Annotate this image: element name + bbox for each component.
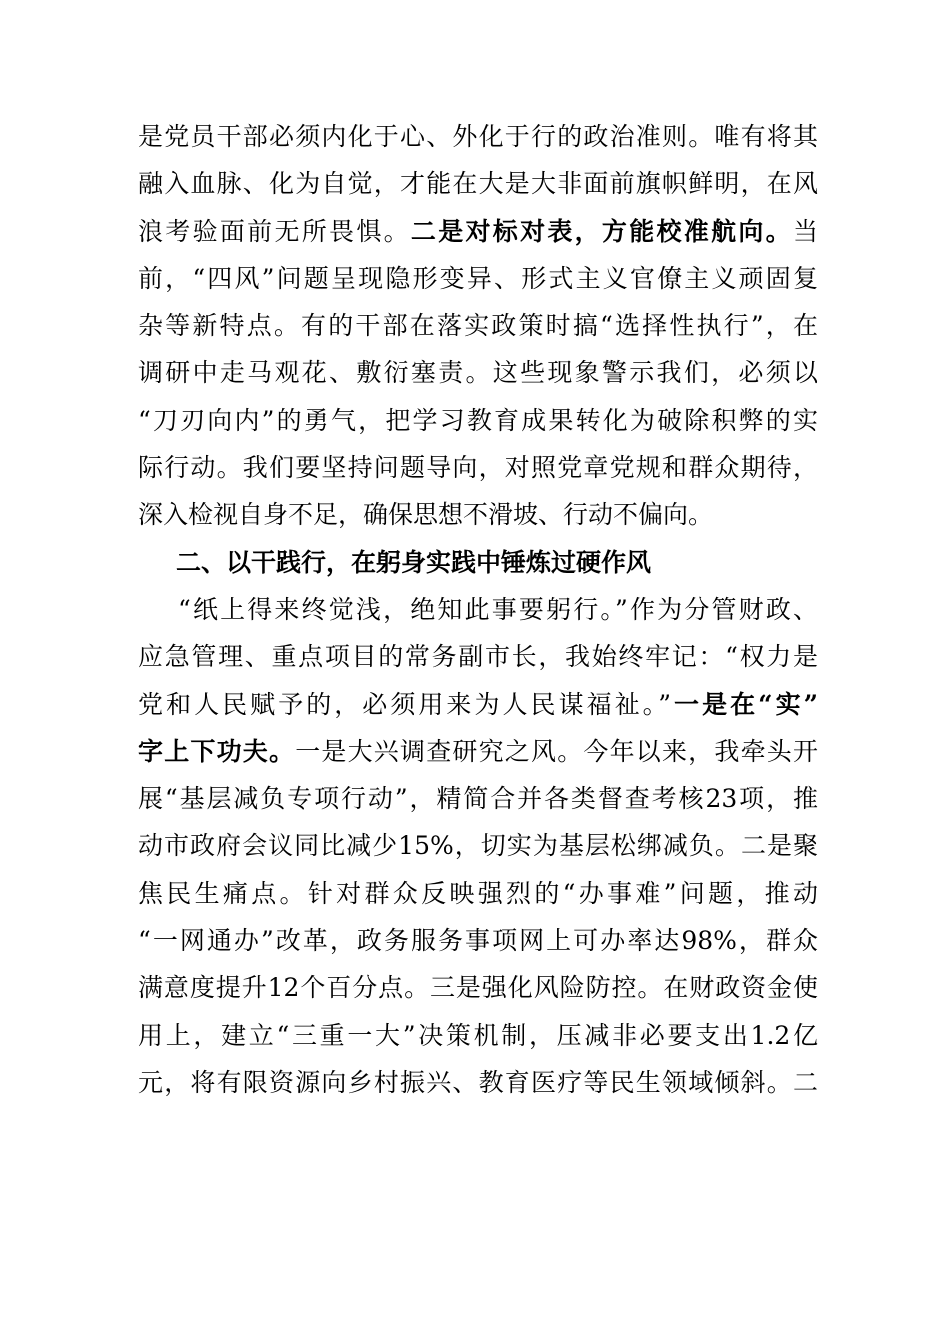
text-line — [138, 302, 818, 349]
text-segment: “一网通办”改革，政务服务事项网上可办率达98%，群众 — [138, 926, 818, 956]
text-segment: 动市政府会议同比减少15%，切实为基层松绑减负。二是聚 — [138, 831, 818, 861]
text-segment: 当 — [792, 216, 818, 246]
text-segment: 党和人民赋予的，必须用来为人民谋福祉。” — [138, 689, 671, 719]
bold-text: 二、以干践行，在躬身实践中锤炼过硬作风 — [176, 547, 652, 577]
text-segment: 前，“四风”问题呈现隐形变异、形式主义官僚主义顽固复 — [138, 263, 818, 293]
bold-text: 一是在“实” — [671, 689, 818, 719]
bold-text: 二是对标对表，方能校准航向。 — [410, 216, 793, 246]
text-segment: 满意度提升12个百分点。三是强化风险防控。在财政资金使 — [138, 973, 818, 1003]
text-segment: 深入检视自身不足，确保思想不滑坡、行动不偏向。 — [138, 500, 714, 530]
text-line — [138, 964, 818, 1011]
text-line — [138, 586, 818, 633]
text-line — [138, 775, 818, 822]
text-line — [138, 822, 818, 869]
text-line — [138, 870, 818, 917]
text-line — [138, 491, 818, 538]
text-segment: 展“基层减负专项行动”，精简合并各类督查考核23项，推 — [138, 784, 818, 814]
section-heading — [138, 539, 818, 586]
text-segment: 际行动。我们要坚持问题导向，对照党章党规和群众期待， — [138, 453, 818, 483]
text-segment: “纸上得来终觉浅，绝知此事要躬行。”作为分管财政、 — [178, 594, 818, 624]
text-line — [138, 1012, 818, 1059]
text-line — [138, 728, 818, 775]
text-segment: 调研中走马观花、敷衍塞责。这些现象警示我们，必须以 — [138, 358, 818, 388]
text-segment: 是党员干部必须内化于心、外化于行的政治准则。唯有将其 — [138, 122, 818, 151]
text-line — [138, 917, 818, 964]
text-line — [138, 444, 818, 491]
body-text — [138, 113, 818, 1106]
bold-text: 字上下功夫。 — [138, 736, 296, 766]
text-line — [138, 255, 818, 302]
text-segment: 焦民生痛点。针对群众反映强烈的“办事难”问题，推动 — [138, 878, 818, 908]
text-segment: 应急管理、重点项目的常务副市长，我始终牢记：“权力是 — [138, 642, 818, 672]
text-line — [138, 113, 818, 160]
text-segment: 浪考验面前无所畏惧。 — [138, 216, 411, 246]
text-line — [138, 681, 818, 728]
text-segment: 杂等新特点。有的干部在落实政策时搞“选择性执行”，在 — [138, 311, 818, 341]
text-line — [138, 349, 818, 396]
text-segment: 元，将有限资源向乡村振兴、教育医疗等民生领域倾斜。二 — [138, 1067, 818, 1097]
text-segment: 融入血脉、化为自觉，才能在大是大非面前旗帜鲜明，在风 — [138, 169, 818, 199]
text-line — [138, 397, 818, 444]
text-segment: “刀刃向内”的勇气，把学习教育成果转化为破除积弊的实 — [138, 405, 818, 435]
text-segment: 用上，建立“三重一大”决策机制，压减非必要支出1.2亿 — [138, 1020, 818, 1050]
text-segment: 一是大兴调查研究之风。今年以来，我牵头开 — [295, 736, 818, 766]
text-line — [138, 208, 818, 255]
text-line — [138, 1059, 818, 1106]
text-line — [138, 160, 818, 207]
text-line — [138, 633, 818, 680]
